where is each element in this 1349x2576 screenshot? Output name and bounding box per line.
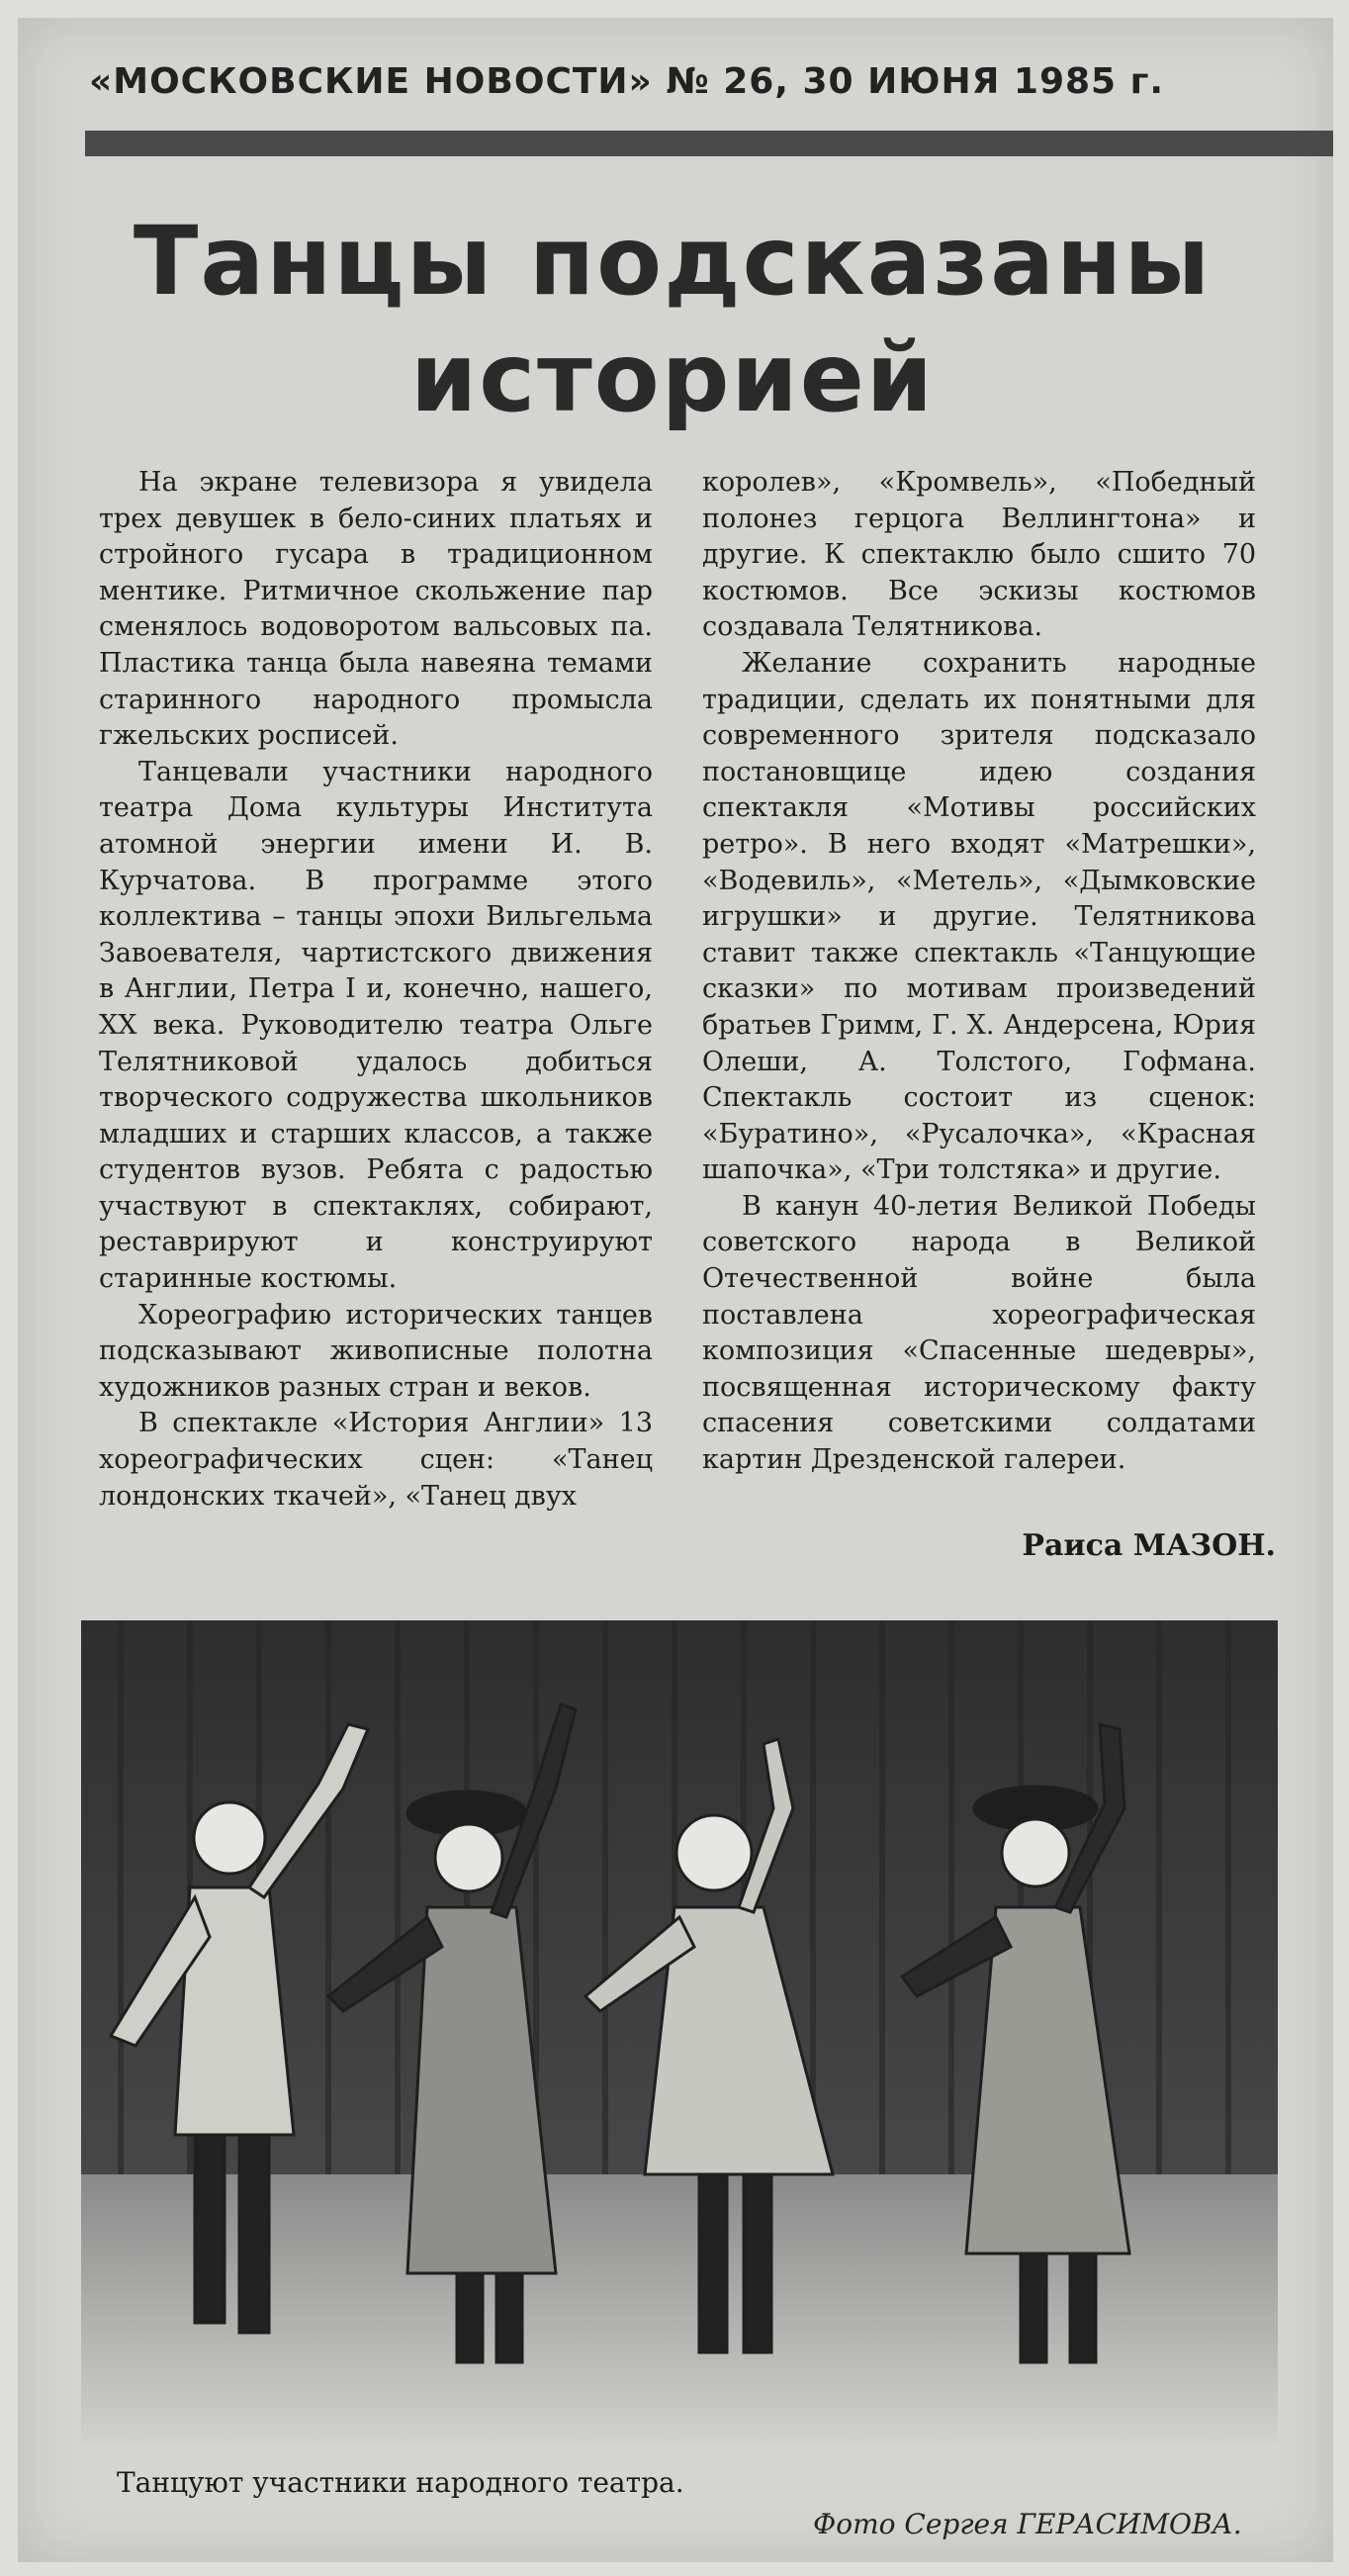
dancers-photo <box>81 1620 1278 2441</box>
photo-credit: Фото Сергея ГЕРАСИМОВА. <box>813 2508 1242 2540</box>
paragraph: королев», «Кромвель», «Победный полонез герцога Веллингтона» и другие. К спектаклю было сшито 70 костюмов. Все эскизы костюмов создавала Телятникова. <box>702 467 1256 643</box>
newspaper-masthead: «МОСКОВСКИЕ НОВОСТИ» № 26, 30 ИЮНЯ 1985 г. <box>89 61 1165 102</box>
dancers-photo-illustration <box>81 1620 1278 2441</box>
paragraph: Желание сохранить народные традиции, сделать их понятными для современного зрителя подсказало постановщице идею создания спектакля «Мотивы российских ретро». В него входят «Матрешки», «Водевиль», «Метель», «Дымковские игрушки» и другие. Телятникова ставит также спектакль «Танцующие сказки» по мотивам произведений братьев Гримм, Г. Х. Андерсена, Юрия Олеши, А. Толстого, Гофмана. Спектакль состоит из сценок: «Буратино», «Русалочка», «Красная шапочка», «Три толстяка» и другие. <box>702 647 1256 1186</box>
paragraph: На экране телевизора я увидела трех девушек в бело-синих платьях и стройного гусара в традиционном ментике. Ритмичное скольжение пар сменялось водоворотом вальсовых па. Пластика танца была навеяна темами старинного народного промысла гжельских росписей. <box>99 467 653 752</box>
photo-caption: Танцуют участники народного театра. <box>117 2466 684 2499</box>
article-column-left <box>99 465 653 1515</box>
paragraph: Хореографию исторических танцев подсказывают живописные полотна художников разных стран и веков. <box>99 1299 653 1403</box>
article-column-right <box>702 465 1256 1479</box>
headline-line-1: Танцы подсказаны <box>133 206 1213 317</box>
article-headline <box>99 203 1246 436</box>
headline-line-2: историей <box>409 322 936 433</box>
paragraph: В канун 40-летия Великой Победы советского народа в Великой Отечественной войне была поставлена хореографическая композиция «Спасенные шедевры», посвященная историческому факту спасения советскими солдатами картин Дрезденской галереи. <box>702 1190 1256 1476</box>
author-byline: Раиса МАЗОН. <box>1022 1528 1276 1563</box>
masthead-rule <box>85 131 1333 156</box>
paragraph: Танцевали участники народного театра Дома культуры Института атомной энергии имени И. В. Курчатова. В программе этого коллектива – танцы эпохи Вильгельма Завоевателя, чартистского движения в Англии, Петра I и, конечно, нашего, XX века. Руководителю театра Ольге Телятниковой удалось добиться творческого содружества школьников младших и старших классов, а также студентов вузов. Ребята с радостью участвуют в спектаклях, собирают, реставрируют и конструируют старинные костюмы. <box>99 756 653 1295</box>
paragraph: В спектакле «История Англии» 13 хореографических сцен: «Танец лондонских ткачей», «Танец двух <box>99 1408 653 1512</box>
